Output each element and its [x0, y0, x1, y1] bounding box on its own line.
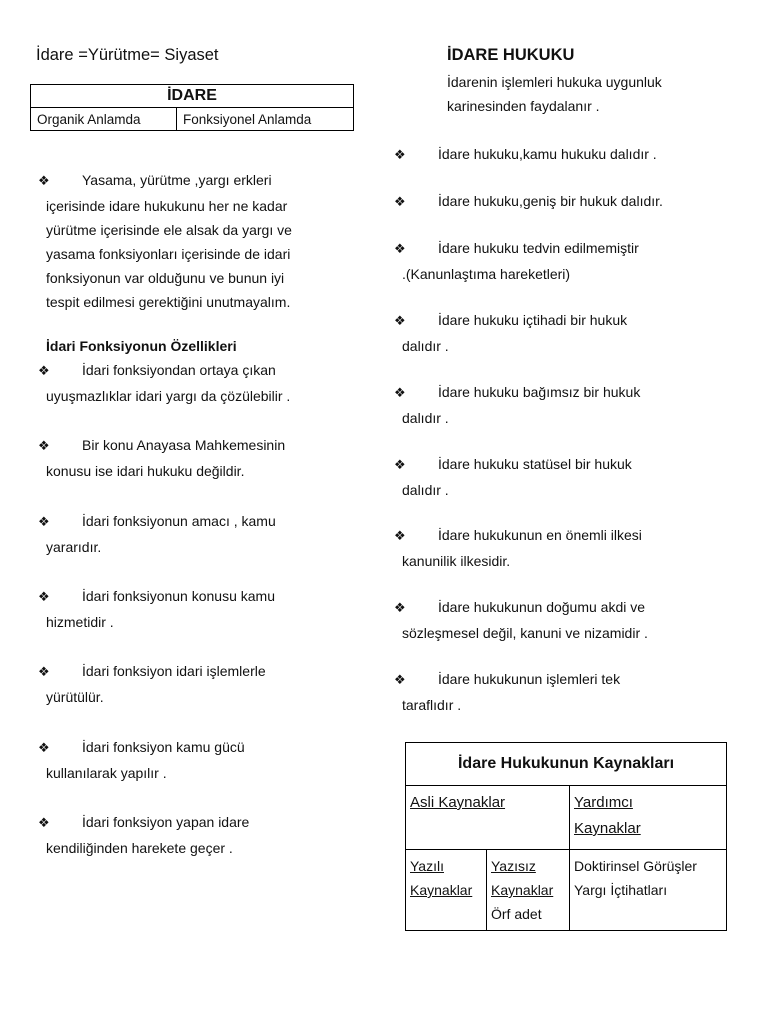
- left-bullet: ❖ İdari fonksiyon kamu gücü kullanılarak yapılır .: [38, 739, 245, 781]
- diamond-bullet-icon: ❖: [38, 174, 50, 189]
- idare-table-cell-organik: Organik Anlamda: [31, 108, 177, 131]
- left-bullet: ❖ İdari fonksiyondan ortaya çıkan uyuşmazlıklar idari yargı da çözülebilir .: [38, 362, 291, 404]
- right-intro: İdarenin işlemleri hukuka uygunluk karinesinden faydalanır .: [447, 74, 662, 114]
- yardimci-items-cell: Doktirinsel Görüşler Yargı İçtihatları: [570, 850, 727, 931]
- left-bullet: ❖ Bir konu Anayasa Mahkemesinin konusu ise idari hukuku değildir.: [38, 437, 286, 479]
- idare-table-head: İDARE: [31, 85, 354, 108]
- yazili-kaynaklar-cell: Yazılı Kaynaklar: [406, 850, 487, 931]
- diamond-bullet-icon: ❖: [394, 458, 406, 473]
- diamond-bullet-icon: ❖: [394, 673, 406, 688]
- left-intro-paragraph: ❖ Yasama, yürütme ,yargı erkleri içerisinde idare hukukunu her ne kadar yürütme içerisinde ele alsak da yargı ve yasama fonksiyonları içerisinde de idari fonksiyonun var olduğunu ve bunun iyi tespit edilmesi gerektiğini unutmayalım.: [38, 172, 292, 310]
- idare-table: [30, 84, 354, 131]
- right-bullet: ❖ İdare hukukunun doğumu akdi ve sözleşmesel değil, kanuni ve nizamidir .: [394, 599, 648, 641]
- right-bullet: ❖ İdare hukuku tedvin edilmemiştir .(Kanunlaştıma hareketleri): [394, 240, 639, 282]
- idare-table-cell-fonksiyonel: Fonksiyonel Anlamda: [176, 108, 353, 131]
- left-bullet: ❖ İdari fonksiyonun amacı , kamu yararıdır.: [38, 513, 276, 555]
- left-bullet: ❖ İdari fonksiyon idari işlemlerle yürütülür.: [38, 663, 266, 705]
- diamond-bullet-icon: ❖: [394, 242, 406, 257]
- right-bullet: ❖ İdare hukuku,geniş bir hukuk dalıdır.: [394, 189, 734, 215]
- right-title: İDARE HUKUKU: [447, 46, 575, 64]
- diamond-bullet-icon: ❖: [38, 515, 50, 530]
- left-bullet: ❖ İdari fonksiyonun konusu kamu hizmetidir .: [38, 588, 275, 630]
- diamond-bullet-icon: ❖: [38, 590, 50, 605]
- diamond-bullet-icon: ❖: [394, 601, 406, 616]
- right-bullet: ❖ İdare hukukunun işlemleri tek taraflıdır .: [394, 671, 621, 713]
- diamond-bullet-icon: ❖: [394, 195, 406, 210]
- right-bullet: ❖ İdare hukuku statüsel bir hukuk dalıdır .: [394, 456, 632, 498]
- right-bullet: ❖ İdare hukuku bağımsız bir hukuk dalıdır .: [394, 384, 641, 426]
- right-bullet: ❖ İdare hukuku,kamu hukuku dalıdır .: [394, 142, 734, 168]
- diamond-bullet-icon: ❖: [394, 148, 406, 163]
- asli-kaynaklar-cell: Asli Kaynaklar: [406, 786, 570, 850]
- diamond-bullet-icon: ❖: [394, 314, 406, 329]
- right-bullet: ❖ İdare hukukunun en önemli ilkesi kanunilik ilkesidir.: [394, 527, 642, 569]
- diamond-bullet-icon: ❖: [38, 665, 50, 680]
- kaynaklar-table-head: İdare Hukukunun Kaynakları: [406, 743, 727, 786]
- yardimci-kaynaklar-cell: Yardımcı Kaynaklar: [570, 786, 727, 850]
- left-bullet: ❖ İdari fonksiyon yapan idare kendiliğinden harekete geçer .: [38, 814, 250, 856]
- diamond-bullet-icon: ❖: [394, 529, 406, 544]
- diamond-bullet-icon: ❖: [38, 364, 50, 379]
- diamond-bullet-icon: ❖: [38, 439, 50, 454]
- left-title: İdare =Yürütme= Siyaset: [36, 46, 219, 64]
- diamond-bullet-icon: ❖: [38, 816, 50, 831]
- right-bullet: ❖ İdare hukuku içtihadi bir hukuk dalıdır .: [394, 312, 628, 354]
- kaynaklar-table: [405, 742, 727, 931]
- yazisiz-kaynaklar-cell: Yazısız Kaynaklar Örf adet: [487, 850, 570, 931]
- left-subheading: İdari Fonksiyonun Özellikleri: [46, 338, 237, 354]
- diamond-bullet-icon: ❖: [38, 741, 50, 756]
- diamond-bullet-icon: ❖: [394, 386, 406, 401]
